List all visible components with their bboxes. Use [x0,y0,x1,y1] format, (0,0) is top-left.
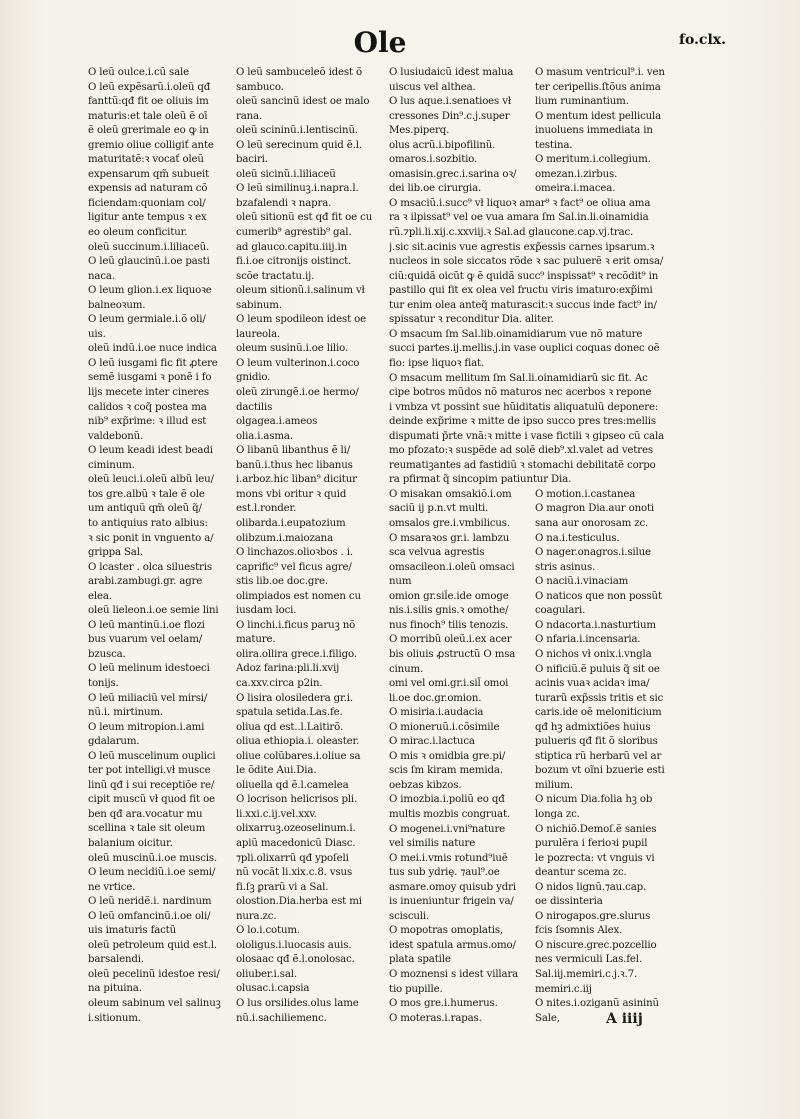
text-line: memiri.c.iij [535,983,592,995]
text-line: dispumati p̃rte vnã:ꝛ mitte i vase fictili ꝛ gipseo cũ cala [389,430,665,442]
text-line: balanium oicitur. [88,837,173,849]
text-line: O nfaria.i.incensaria. [535,634,641,646]
text-line: uis. [88,328,106,340]
text-line: vel similis nature [389,838,476,850]
text-line: oliua ethiopia.i. oleaster. [236,736,360,748]
text-line: olibzum.i.maiozana [236,532,333,544]
text-line: Sale, [535,1012,560,1024]
text-line: valdebonũ. [88,430,144,442]
text-line: milium. [535,779,573,791]
text-line: O nificiũ.ẽ puluis q̃ sit oe [535,663,660,675]
text-line: O lisira olosiledera gr.i. [236,692,353,704]
text-line: oleum sitionũ.i.salinum vł [236,285,365,297]
text-line: olira.ollira grece.i.filigo. [236,648,357,660]
text-line: oliuella qd ẽ.l.camelea [236,779,349,791]
column-2 [236,66,386,1026]
text-line: bozum vt oĩni bzuerie esti [535,765,665,777]
text-line: stris asinus. [535,561,596,573]
text-line: omion gr.sil̃e.ide omoge [389,590,509,602]
text-line: olus acrũ.i.bipofilinũ. [389,139,496,151]
text-line: O leũ mantinũ.i.oe flozi [88,619,205,631]
text-line: expensis ad naturam cõ [88,183,208,195]
text-line: gnidio. [236,372,271,384]
text-line: mature. [236,634,276,646]
text-line: O na.i.testiculus. [535,532,620,544]
text-line: oleum sabinum vel salinuꝫ [88,998,221,1009]
text-line: caris.ide oẽ meloniticium [535,707,662,719]
text-line: stis lib.oe doc.gre. [236,576,328,588]
text-line: est.l.ronder. [236,503,297,515]
text-line: nus finoch⁹ tilis tenozis. [389,619,509,631]
text-line: rũ.⁊pli.li.xij.c.xxviij.ꝛ Sal.ad glaucone.cap.vj.trac. [389,227,634,239]
text-line: ⁊pli.olixarrũ qđ ypoſeli [236,852,349,864]
text-line: O misakan omsakiõ.i.om [389,488,512,500]
text-line: oleum susinũ.i.oe lilio. [236,343,349,355]
text-line: O moteras.i.rapas. [389,1012,482,1024]
text-line: O nirogapos.gre.slurus [535,910,651,922]
page-title: Ole [353,26,407,59]
text-line: O misiria.i.audacia [389,707,484,719]
text-line: bzafalendi ꝛ napra. [236,197,332,209]
text-line: O msaraꝛos gr.i. lambzu [389,532,510,544]
text-line: ca.xxv.circa p2in. [236,677,323,689]
text-line: O leũ glaucinũ.i.oe pasti [88,256,210,268]
text-line: tos gre.albũ ꝛ tale ẽ ole [88,488,205,500]
text-line: dactilis [236,401,273,413]
text-line: oebzas kibzos. [389,779,462,791]
text-line: O mirac.i.lactuca [389,736,475,748]
column-3-bottom [389,488,535,1026]
text-line: O leũ melinum idestoeci [88,663,210,675]
text-line: oleũ sicinũ.i.liliaceũ [236,168,336,180]
text-line: expensarum qm̃ subueit [88,168,210,180]
text-line: ra ꝛ ilpissat⁹ vel oe vua amara ſm Sal.in.li.oinamidia [389,212,649,224]
text-line: O leũ sambuceleõ idest õ [236,67,363,78]
text-line: pulueris qđ fit õ sloribus [535,736,658,748]
text-line: ligitur ante tempus ꝛ ex [88,212,207,224]
text-line: oleũ zirungẽ.i.oe hermo/ [236,387,359,399]
text-line: omasisin.grec.i.sarina oꝛ/ [389,168,517,180]
text-line: O lusiudaicũ idest malua [389,67,514,78]
text-line: O leum glion.i.ex liquoꝛe [88,285,212,297]
text-line: oleũ muscinũ.i.oe muscis. [88,852,218,864]
text-line: Sal.iij.memiri.c.j.ꝛ.7. [535,968,638,980]
text-line: O mioneruũ.i.cõsimile [389,721,500,733]
text-line: oleũ petroleum quid est.l. [88,939,217,951]
text-line: is inueniuntur frigein va/ [389,896,514,908]
text-line: saciũ ij p.n.vt multi. [389,503,489,515]
text-line: ficiendam:quoniam col/ [88,197,206,209]
text-line: dei lib.oe cirurgia. [389,183,482,195]
text-line: testina. [535,139,573,151]
text-line: O leum necidiũ.i.oe semi/ [88,867,216,879]
text-line: nib⁹ exp̃rime: ꝛ illud est [88,416,207,428]
text-line: olosaac qđ ẽ.l.onolosac. [236,954,355,966]
text-line: coagulari. [535,605,586,617]
text-line: scis ſm kiram memida. [389,765,503,777]
text-line: oleũ scininũ.i.lentiscinũ. [236,125,358,137]
text-line: turarũ exp̃ssis tritis et sic [535,692,664,704]
text-line: O leum keadi idest beadi [88,445,213,457]
text-line: ne vrtice. [88,881,136,893]
text-line: olixarruꝫ.ozeoselinum.i. [236,823,356,835]
text-line: oleũ succinum.i.liliaceũ. [88,241,210,253]
text-line: O leũ expẽsarũ.i.oleũ qđ [88,81,211,93]
text-line: O magron Dia.aur onoti [535,503,655,515]
text-line: sambuco. [236,81,284,93]
text-line: omsalos gre.i.vmbilicus. [389,518,510,530]
text-line: O lo.i.cotum. [236,925,300,937]
text-line: oe dissinteria [535,896,603,908]
wide-entry-block [389,197,723,488]
text-line: oliuber.i.sal. [236,968,297,980]
text-line: O lcaster . olca siluestris [88,561,212,573]
text-line: olusac.i.capsia [236,983,310,995]
text-line: O nicum Dia.folia hꝫ ob [535,794,653,806]
text-line: fi.i.oe citronijs oistinct. [236,256,352,268]
text-line: omi vel omi.gr.i.sil̃ omoi [389,678,509,690]
text-line: naca. [88,270,115,282]
text-line: O ndacorta.i.nasturtium [535,619,656,631]
text-line: omezan.i.zirbus. [535,168,618,180]
text-line: scellina ꝛ tale sit oleum [88,823,206,835]
signature-mark: A iiij [606,1011,643,1027]
text-line: olimpiados est nomen cu [236,590,361,602]
text-line: cipit muscũ vł quod fit oe [88,794,215,806]
text-line: olibarda.i.eupatozium [236,517,346,529]
text-line: olia.i.asma. [236,430,293,442]
text-line: oleũ leuci.i.oleũ albũ leu/ [88,474,214,486]
text-line: O mos gre.i.humerus. [389,998,498,1010]
text-line: spissatur ꝛ reconditur Dia. aliter. [389,314,554,326]
text-line: O niscure.grec.pozcellio [535,939,657,951]
text-line: O linchazos.olioꝛbos . i. [236,547,353,559]
text-line: num [389,576,412,588]
text-line: iusdam loci. [236,605,297,617]
text-line: plata spatile [389,954,451,966]
text-line: O leum spodileon idest oe [236,314,367,326]
text-line: apiũ macedonicũ Diasc. [236,837,356,849]
text-line: O moznensi s idest villara [389,968,519,980]
text-line: O msaciũ.i.succ⁹ vł liquoꝛ amar⁹ ꝛ fact⁹ oe oliua ama [389,197,651,209]
text-line: elea. [88,590,112,602]
text-line: O mopotras omoplatis, [389,925,503,937]
text-line: cumerib⁹ agrestib⁹ gal. [236,227,352,239]
text-line: ter pot intelligi.vł musce [88,765,211,777]
text-line: oleũ indũ.i.oe nuce indica [88,343,217,355]
text-line: inuoluens immediata in [535,125,653,137]
text-line: ẽ oleũ grerimale eo ꝙ in [88,125,209,137]
text-line: cressones Din⁹.c.j.super [389,110,510,122]
text-line: le õdite Aui.Dia. [236,765,317,777]
text-line: ra pfirmat q̃ sincopim patiuntur Dia. [389,474,572,486]
column-4-bottom [535,488,721,1026]
column-4-top [535,66,721,197]
text-line: omsacileon.i.oleũ omsaci [389,561,515,573]
text-line: eo oleum conficitur. [88,227,188,239]
text-line: na pituina. [88,983,142,995]
text-line: li.oe doc.gr.omion. [389,692,482,704]
text-line: scisculi. [389,910,430,922]
text-line: O lus orsilides.olus lame [236,998,359,1009]
text-line: O linchi.i.ficus paruꝫ nõ [236,619,356,631]
text-line: O mentum idest pellicula [535,110,662,122]
text-line: bis oliuis ꝓstructũ O msa [389,648,516,660]
text-line: purulẽra i ferioꝛi pupil [535,838,648,850]
text-line: tio pupille. [389,983,443,995]
text-line: oleũ pecelinũ idestoe resi/ [88,968,220,980]
text-line: fcis ſsomnis Alex. [535,925,623,937]
text-line: fi.ſꝫ ꝑrarũ vi a Sal. [236,881,329,893]
text-line: O leum germiale.i.õ oli/ [88,314,206,326]
text-line: maturis:et tale oleũ ẽ oī [88,110,208,122]
text-line: O mogenei.i.vni⁹nature [389,823,506,835]
text-line: asmare.omoy quisub ydri [389,881,516,893]
text-line: nes vermiculi Las.fel. [535,954,642,966]
text-line: O leũ muscelinum ouplici [88,750,216,762]
text-line: O leũ oulce.i.cũ sale [88,67,190,78]
text-line: uis imaturis factũ [88,925,177,937]
text-line: rana. [236,110,263,122]
text-line: ad glauco.capitu.iiij.in [236,241,347,253]
text-line: scõe tractatu.ij. [236,270,315,282]
text-line: fanttũ:qđ fit oe oliuis im [88,96,209,108]
text-line: nũ.i. mirtinum. [88,707,164,719]
text-line: le pozrecta: vt vnguis vi [535,852,655,864]
text-line: O leũ similinuꝫ.i.napra.l. [236,183,359,195]
text-line: O leũ neridẽ.i. nardinum [88,896,212,908]
text-line: cipe botros mũdos nõ maturos nec acerbos ꝛ repone [389,387,652,399]
text-line: multis mozbis congruat. [389,808,511,820]
column-1 [88,66,233,1026]
text-line: deinde exp̃rime ꝛ mitte de ipso succo pres tres:mellis [389,416,656,428]
text-line: spatula setida.Las.fe. [236,707,343,719]
text-line: linũ qđ i sui receptiõe re/ [88,779,215,791]
text-line: succi partes.ij.mellis.j.in vase ouplici coquas donec oẽ [389,343,660,355]
text-line: gdalarum. [88,736,140,748]
text-line: to antiquius rato albius: [88,517,208,529]
text-line: O nidos lignũ.⁊au.cap. [535,881,647,893]
text-line: O msacum mellitum ſm Sal.li.oinamidiarũ sic fit. Ac [389,372,648,384]
text-line: nũ vocãt li.xix.c.8. vsus [236,867,353,879]
text-line: omaros.i.sozbitio. [389,154,478,166]
text-line: acinis vuaꝛ acidaꝛ ima/ [535,678,650,690]
text-line: O naciũ.i.vinaciam [535,576,629,588]
text-line: O mei.i.vmis rotund⁹iuẽ [389,852,508,864]
text-line: O locrison helicrisos pli. [236,794,358,806]
text-line: O nites.i.oziganũ asininũ [535,998,659,1010]
text-line: O leũ iusgami fic fit ꝓtere [88,357,218,369]
text-line: um antiquũ qm̃ oleũ q̃/ [88,503,202,515]
text-line: O mis ꝛ omidbia gre.pi/ [389,750,506,762]
text-line: O libanũ libanthus ẽ li/ [236,445,351,457]
text-line: semẽ iusgami ꝛ ponẽ i fo [88,372,212,384]
text-line: grippa Sal. [88,547,143,559]
text-line: ololigus.i.luocasis auis. [236,939,352,951]
folio-number: fo.clx. [678,32,726,48]
text-line: j.sic sit.acinis vue agrestis exp̃essis carnes ipsarum.ꝛ [389,241,655,253]
text-line: O masum ventricul⁹.i. ven [535,67,665,78]
text-line: oleũ sancinũ idest oe malo [236,96,370,108]
text-line: Adoz farina:pli.li.xvij [236,663,340,675]
text-line: calidos ꝛ coq̃ postea ma [88,401,207,413]
text-line: banũ.i.thus hec libanus [236,459,353,471]
text-line: olgagea.i.ameos [236,416,318,428]
text-line: tonijs. [88,677,119,689]
text-line: deantur scema zc. [535,867,627,879]
text-line: oleũ sitionũ est qđ fit oe cu [236,212,373,224]
text-line: omeira.i.macea. [535,183,616,195]
text-line: ciminum. [88,459,135,471]
text-line: oliue colũbares.i.oliue sa [236,750,361,762]
text-line: i vmbza vt possint sue hũiditatis aliquatulũ deponere: [389,401,659,413]
text-line: O leum vulterinon.i.coco [236,357,360,369]
text-line: nucleos in sole siccatos rõde ꝛ sac puluerẽ ꝛ erit omsa/ [389,256,664,268]
text-line: tur enim olea anteq̃ maturascit:ꝛ succus inde fact⁹ in/ [389,299,657,311]
text-line: ciũ:quidã oicũt ꝙ ẽ quidã succ⁹ inspissat⁹ ꝛ recõdit⁹ in [389,270,659,282]
text-line: O leũ miliaciũ vel mirsi/ [88,692,208,704]
text-line: bzusca. [88,648,126,660]
text-line: balneoꝛum. [88,299,146,311]
text-line: O naticos que non possũt [535,590,662,602]
text-line: baciri. [236,154,268,166]
text-line: O meritum.i.collegium. [535,154,651,166]
text-line: O leum mitropion.i.ami [88,721,205,733]
text-line: qđ hꝫ admixtiões huius [535,721,651,733]
text-line: gremio oliue colligiť ante [88,139,214,151]
text-line: oliua qd est..l.Laitirõ. [236,721,344,733]
text-line: O nichiõ.Demoſ.ẽ sanies [535,823,657,835]
text-line: uiscus vel althea. [389,81,476,93]
text-line: nũ.i.sachiliemenc. [236,1012,327,1024]
text-line: arabi.zambugi.gr. agre [88,576,203,588]
text-line: longa zc. [535,808,580,820]
text-line: nura.zc. [236,910,277,922]
text-line: cinum. [389,663,424,675]
text-line: laureola. [236,328,281,340]
text-line: O msacum ſm Sal.lib.oinamidiarum vue nõ mature [389,328,643,340]
text-line: ben qđ ara.vocatur mu [88,808,203,820]
text-line: lijs mecete inter cineres [88,387,209,399]
text-line: i.arboz.hic liban⁹ dicitur [236,474,357,486]
text-line: barsalendi. [88,954,144,966]
text-line: nis.i.silis gnis.ꝛ omothe/ [389,605,509,617]
text-line: i.sitionum. [88,1012,141,1024]
text-line: olostion.Dia.herba est mi [236,896,362,908]
text-line: ter ceripellis.ſtõus anima [535,81,661,93]
text-line: O imozbia.i.poliũ eo qđ [389,794,505,806]
text-line: O motion.i.castanea [535,488,636,500]
text-line: O leũ serecinum quid ẽ.l. [236,139,362,151]
text-line: O leũ omfancinũ.i.oe oli/ [88,910,211,922]
text-line: stiptica rũ herbarũ vel ar [535,750,662,762]
text-line: idest spatula armus.omo/ [389,939,516,951]
text-line: maturitatẽ:ꝛ vocať oleũ [88,154,204,166]
text-line: O nichos vł onix.i.vngla [535,648,652,660]
text-line: sca velvua agrestis [389,547,485,559]
text-line: O morribũ oleũ.i.ex acer [389,634,512,646]
text-line: sabinum. [236,299,282,311]
text-line: mons vbi oritur ꝛ quid [236,488,347,500]
text-line: mo pfozato:ꝛ suspẽde ad solẽ dieb⁹.xl.valet ad vetres [389,445,653,457]
text-line: pastillo qui fit ex olea vel fructu viris imaturo:exp̃imi [389,285,653,297]
text-line: caprific⁹ vel ficus agre/ [236,561,352,573]
column-3-top [389,66,535,197]
text-line: Mes.piperq. [389,125,450,137]
text-line: lium ruminantium. [535,96,629,108]
text-line: tus sub ydrię. ⁊aul⁹.oe [389,867,500,879]
text-line: O lus aque.i.senatioes vł [389,96,511,108]
text-line: fio: ipse liquoꝛ fiat. [389,357,485,369]
text-line: oleũ lieleon.i.oe semie lini [88,605,219,617]
text-line: li.xxi.c.ij.vel.xxv. [236,808,317,820]
text-line: bus vuarum vel oelam/ [88,634,202,646]
text-line: O nager.onagros.i.silue [535,547,651,559]
text-line: sana aur onorosam zc. [535,518,649,530]
text-line: reumatiꝫantes ad fastidiũ ꝛ stomachi debilitatẽ corpo [389,459,656,471]
text-line: ꝛ sic ponit in vnguento a/ [88,532,214,544]
